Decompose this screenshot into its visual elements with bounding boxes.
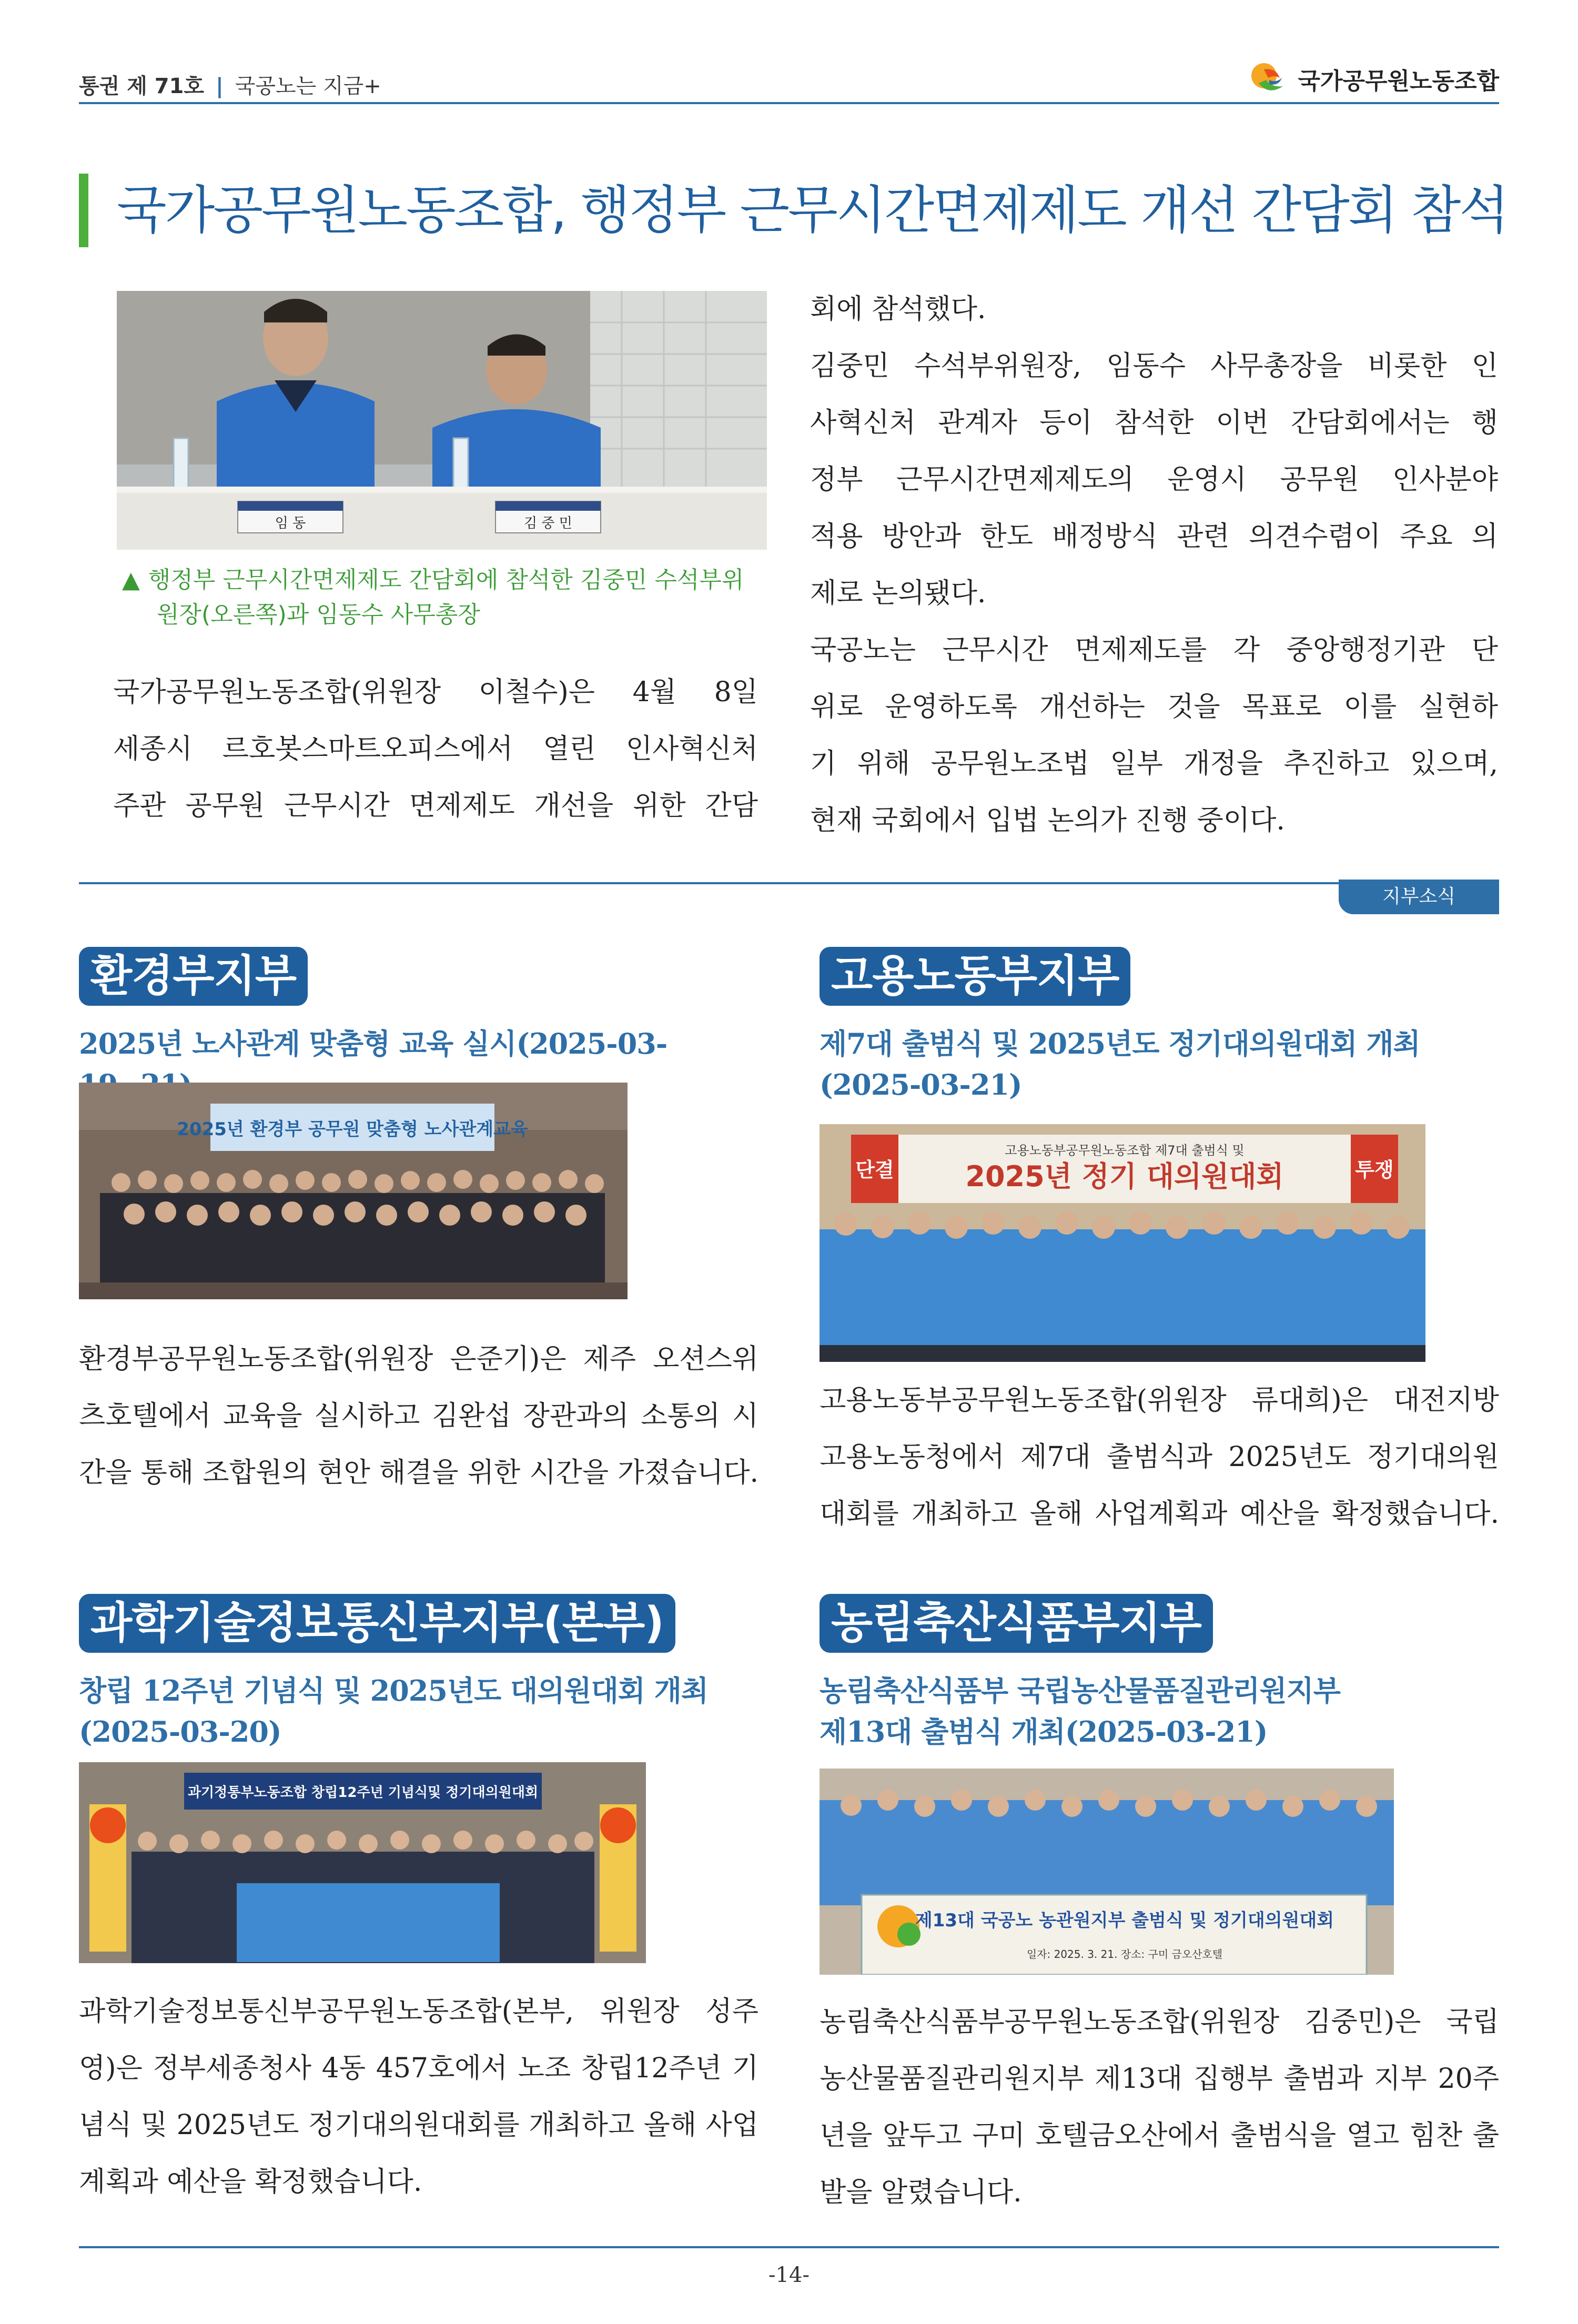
article-right-line-3: 사혁신처 관계자 등이 참석한 이번 간담회에서는 행 — [810, 407, 1498, 439]
branch-env-line-2: 츠호텔에서 교육을 실시하고 김완섭 장관과의 소통의 시 — [79, 1400, 758, 1432]
branch-subtitle-line: 농림축산식품부 국립농산물품질관리원지부 — [820, 1674, 1340, 1707]
caption-line-2: 원장(오른쪽)과 임동수 사무총장 — [157, 601, 480, 628]
article-right-line-4: 정부 근무시간면제제도의 운영시 공무원 인사분야 — [810, 464, 1498, 496]
branch-photo-banner-environment: 2025년 환경부 공무원 맞춤형 노사관계교육 — [177, 1119, 528, 1140]
branch-photo-science — [79, 1762, 646, 1963]
branch-photo-banner-science: 과기정통부노동조합 창립12주년 기념식및 정기대의원대회 — [187, 1785, 539, 1801]
branch-subtitle-labor — [820, 1023, 1503, 1105]
branch-photo-banner-small-agriculture: 일자: 2025. 3. 21. 장소: 구미 금오산호텔 — [1026, 1948, 1223, 1961]
header-issue-section — [79, 69, 381, 99]
branch-body-environment — [79, 1331, 758, 1501]
branch-agri-line-1: 농림축산식품부공무원노동조합(위원장 김중민)은 국립 — [820, 2006, 1499, 2038]
branch-labor-line-2: 고용노동청에서 제7대 출범식과 2025년도 정기대의원 — [820, 1441, 1499, 1473]
footer-divider — [79, 2246, 1499, 2248]
branch-photo-banner-agriculture: 제13대 국공노 농관원지부 출범식 및 정기대의원대회 — [915, 1910, 1334, 1931]
photo-caption — [122, 563, 774, 632]
branch-subtitle-line: 제13대 출범식 개최(2025-03-21) — [820, 1715, 1268, 1749]
article-photo — [117, 291, 767, 550]
branch-title-science: 과학기술정보통신부지부(본부) — [79, 1594, 675, 1653]
article-right-line-9: 기 위해 공무원노조법 일부 개정을 추진하고 있으며, — [810, 748, 1498, 780]
article-right-line-1: 회에 참석했다. — [810, 294, 986, 325]
branch-photo-labor — [820, 1124, 1425, 1362]
article-body-left — [113, 664, 758, 834]
branch-subtitle-agriculture — [820, 1670, 1503, 1752]
branch-title-environment: 환경부지부 — [79, 947, 308, 1006]
branch-labor-line-1: 고용노동부공무원노동조합(위원장 류대희)은 대전지방 — [820, 1385, 1499, 1416]
branch-subtitle-science — [79, 1670, 773, 1752]
branch-subtitle-line: 2025년 노사관계 맞춤형 교육 실시(2025-03- — [79, 1027, 667, 1060]
branch-sci-line-4: 계획과 예산을 확정했습니다. — [79, 2166, 422, 2198]
article-right-line-8: 위로 운영하도록 개선하는 것을 목표로 이를 실현하 — [810, 691, 1498, 723]
branch-photo-banner-right: 투쟁 — [1355, 1158, 1394, 1181]
branch-sci-line-1: 과학기술정보통신부공무원노동조합(본부, 위원장 성주 — [79, 1996, 758, 2027]
article-title: 국가공무원노동조합, 행정부 근무시간면제제도 개선 간담회 참석 — [117, 180, 1508, 240]
article-right-line-10: 현재 국회에서 입법 논의가 진행 중이다. — [810, 805, 1285, 836]
branch-agri-line-3: 년을 앞두고 구미 호텔금오산에서 출범식을 열고 힘찬 출 — [820, 2120, 1499, 2151]
branch-body-science — [79, 1983, 758, 2210]
branch-photo-banner-labor: 2025년 정기 대의원대회 — [965, 1160, 1284, 1193]
branch-body-agriculture — [820, 1994, 1499, 2221]
union-logo-text: 국가공무원노동조합 — [1298, 68, 1499, 95]
branch-body-labor — [820, 1372, 1499, 1542]
branch-env-line-3: 간을 통해 조합원의 현안 해결을 위한 시간을 가졌습니다. — [79, 1457, 758, 1489]
article-right-line-5: 적용 방안과 한도 배정방식 관련 의견수렴이 주요 의 — [810, 521, 1498, 552]
branch-subtitle-line: (2025-03-21) — [820, 1068, 1022, 1102]
nameplate-2: 김 중 민 — [524, 516, 572, 531]
branch-news-tag: 지부소식 — [1339, 880, 1499, 914]
nameplate-1: 임 동 — [275, 516, 306, 531]
branch-photo-banner-left: 단결 — [855, 1158, 894, 1181]
branch-agri-line-2: 농산물품질관리원지부 제13대 집행부 출범과 지부 20주 — [820, 2063, 1499, 2095]
branch-subtitle-line: (2025-03-20) — [79, 1715, 281, 1749]
article-left-line-2: 세종시 르호봇스마트오피스에서 열린 인사혁신처 — [113, 733, 758, 765]
branch-subtitle-line: 제7대 출범식 및 2025년도 정기대의원대회 개최 — [820, 1027, 1420, 1060]
branch-photo-banner-small-labor: 고용노동부공무원노동조합 제7대 출범식 및 — [1005, 1143, 1245, 1158]
article-left-line-1: 국가공무원노동조합(위원장 이철수)은 4월 8일 — [113, 676, 758, 708]
branch-section-divider — [79, 882, 1499, 884]
header-divider — [79, 102, 1499, 104]
title-accent-bar — [79, 174, 88, 247]
article-right-line-2: 김중민 수석부위원장, 임동수 사무총장을 비롯한 인 — [810, 350, 1498, 382]
branch-photo-environment — [79, 1083, 628, 1299]
branch-sci-line-3: 념식 및 2025년도 정기대의원대회를 개최하고 올해 사업 — [79, 2109, 758, 2141]
branch-agri-line-4: 발을 알렸습니다. — [820, 2177, 1022, 2208]
section-name: 국공노는 지금+ — [235, 74, 381, 98]
issue-number: 통권 제 71호 — [79, 74, 205, 98]
branch-env-line-1: 환경부공무원노동조합(위원장 은준기)은 제주 오션스위 — [79, 1343, 758, 1375]
union-logo — [1248, 58, 1499, 100]
branch-title-labor: 고용노동부지부 — [820, 947, 1130, 1006]
article-body-right — [810, 281, 1498, 849]
branch-subtitle-line: 창립 12주년 기념식 및 2025년도 대의원대회 개최 — [79, 1674, 709, 1707]
branch-photo-agriculture — [820, 1769, 1394, 1975]
header-separator: | — [216, 74, 224, 98]
article-right-line-6: 제로 논의됐다. — [810, 578, 986, 609]
article-left-line-3: 주관 공무원 근무시간 면제제도 개선을 위한 간담 — [113, 790, 758, 822]
page-number: -14- — [768, 2263, 810, 2287]
caption-marker: ▲ — [122, 567, 140, 593]
union-logo-icon — [1248, 59, 1288, 99]
caption-line-1: 행정부 근무시간면제제도 간담회에 참석한 김중민 수석부위 — [148, 567, 744, 593]
branch-sci-line-2: 영)은 정부세종청사 4동 457호에서 노조 창립12주년 기 — [79, 2053, 758, 2084]
branch-title-agriculture: 농림축산식품부지부 — [820, 1594, 1213, 1653]
branch-labor-line-3: 대회를 개최하고 올해 사업계획과 예산을 확정했습니다. — [820, 1498, 1499, 1530]
article-right-line-7: 국공노는 근무시간 면제제도를 각 중앙행정기관 단 — [810, 634, 1498, 666]
